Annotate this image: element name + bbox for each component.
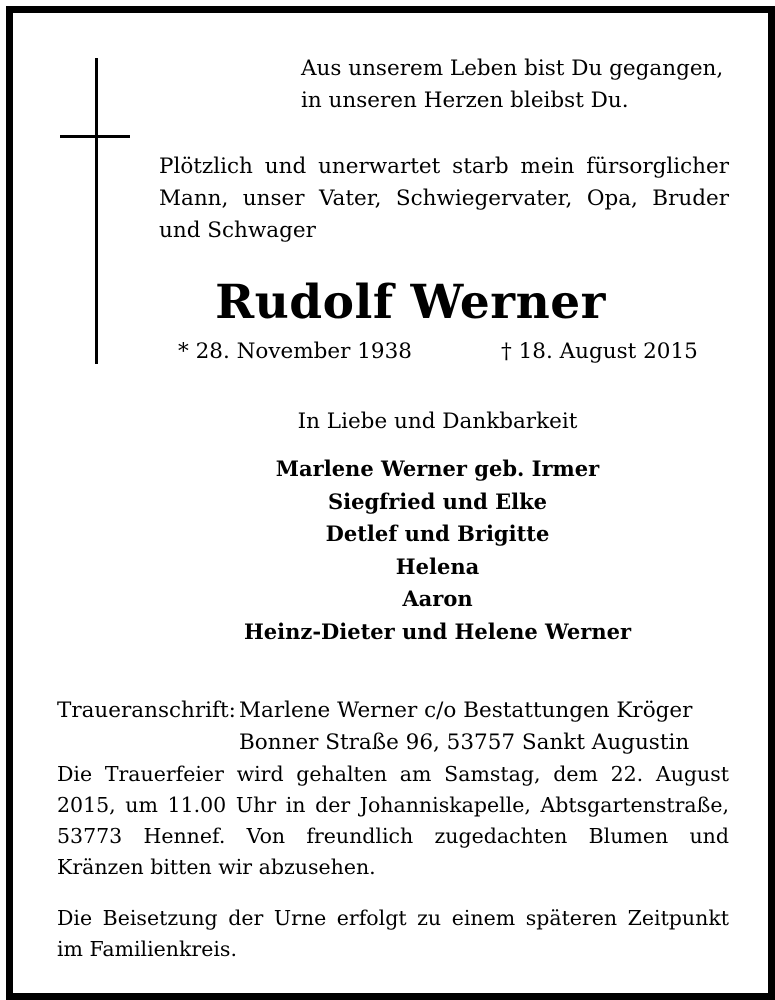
verse-line-2: in unseren Herzen bleibst Du. bbox=[301, 88, 629, 113]
mourner-name: Aaron bbox=[402, 586, 473, 611]
mourning-address bbox=[239, 695, 692, 759]
burial-info: Die Beisetzung der Urne erfolgt zu einem späteren Zeitpunkt im Familienkreis. bbox=[57, 906, 729, 961]
mourner-name: Heinz-Dieter und Helene Werner bbox=[243, 618, 632, 644]
verse-line-1: Aus unserem Leben bist Du gegangen, bbox=[301, 56, 724, 81]
mourner-name: Marlene Werner geb. Irmer bbox=[275, 456, 600, 481]
intro-text bbox=[159, 151, 729, 247]
intro-line-2: Mann, unser Vater, Schwiegervater, Opa, Bruder bbox=[159, 186, 729, 211]
cross-icon-horizontal bbox=[60, 135, 130, 138]
mourner-name: Detlef und Brigitte bbox=[325, 521, 550, 546]
deceased-name: Rudolf Werner bbox=[215, 275, 606, 330]
obituary-frame bbox=[6, 6, 775, 1000]
address-label: Traueranschrift: bbox=[57, 698, 236, 723]
birth-date: * 28. November 1938 bbox=[178, 339, 412, 364]
mourner-name: Siegfried und Elke bbox=[327, 488, 548, 514]
address-line-2: Bonner Straße 96, 53757 Sankt Augustin bbox=[239, 730, 690, 755]
memorial-verse bbox=[301, 53, 723, 117]
death-date: † 18. August 2015 bbox=[501, 339, 698, 364]
intro-line-1: Plötzlich und unerwartet starb mein fürsorglicher bbox=[159, 154, 729, 179]
thanks-line: In Liebe und Dankbarkeit bbox=[297, 409, 578, 434]
intro-line-3: und Schwager bbox=[159, 218, 316, 243]
service-info: Die Trauerfeier wird gehalten am Samstag, dem 22. August 2015, um 11.00 Uhr in der Johanniskapelle, Abtsgartenstraße, 53773 Hennef. Von freundlich zugedachten Blumen und Kränzen bitten wir abzusehen. bbox=[57, 762, 729, 879]
address-line-1: Marlene Werner c/o Bestattungen Kröger bbox=[239, 698, 693, 723]
mourners-list bbox=[13, 453, 768, 648]
mourner-name: Helena bbox=[395, 553, 480, 579]
